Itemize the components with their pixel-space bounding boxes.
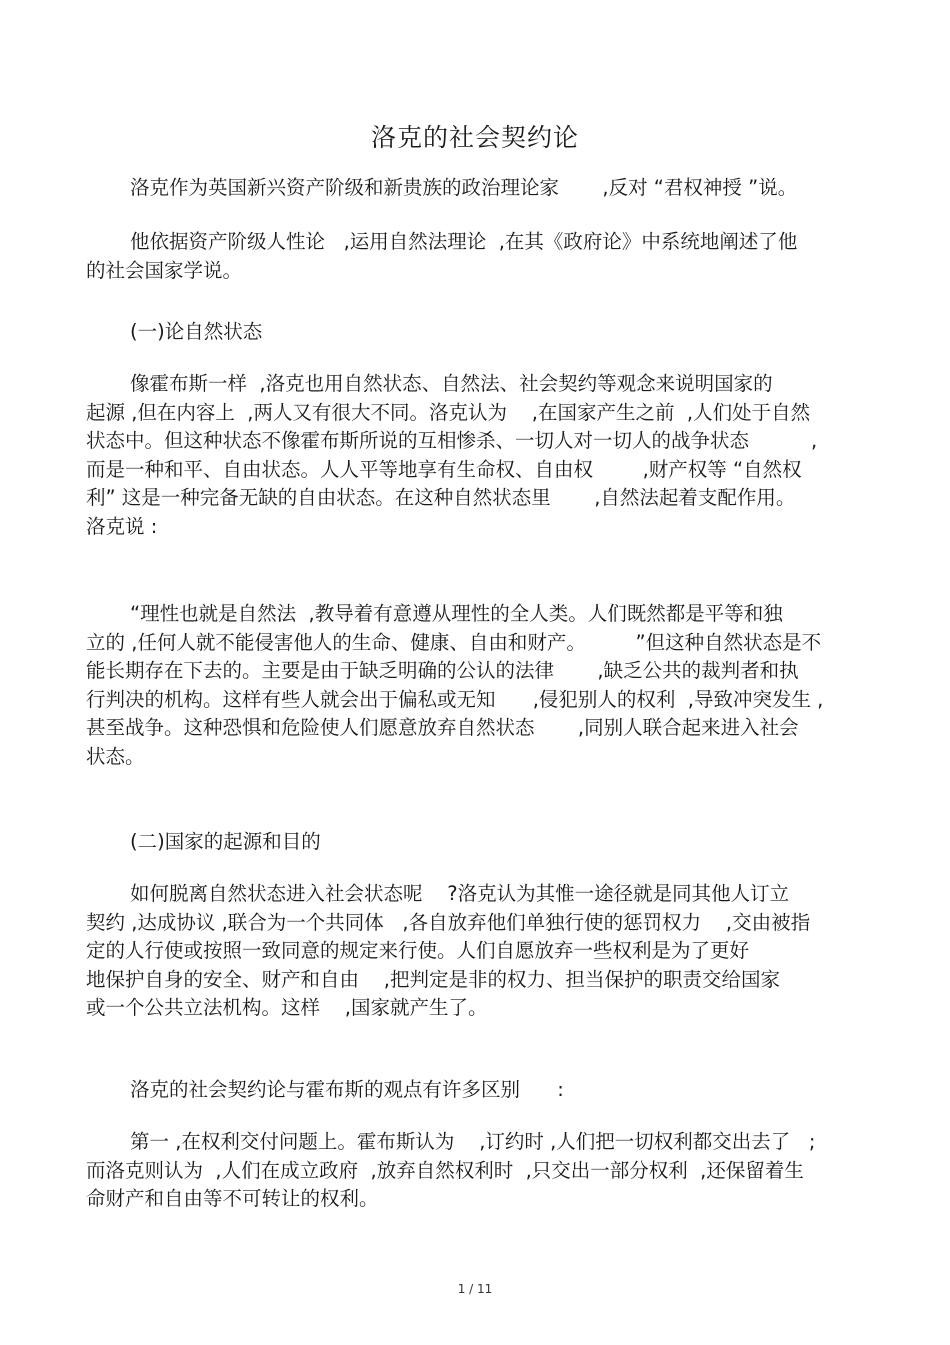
paragraph-line: 洛克的社会契约论与霍布斯的观点有许多区别 : xyxy=(130,1078,564,1101)
paragraph-line: 状态。 xyxy=(86,744,145,768)
paragraph xyxy=(86,174,866,203)
paragraph-line: 行判决的机构。这样有些人就会出于偏私或无知 ,侵犯别人的权利 ,导致冲突发生 , xyxy=(86,687,824,711)
paragraph xyxy=(86,600,866,771)
paragraph-line: 的社会国家学说。 xyxy=(86,258,243,282)
paragraph-line: 像霍布斯一样 ,洛克也用自然状态、自然法、社会契约等观念来说明国家的 xyxy=(130,372,773,395)
paragraph xyxy=(86,880,866,1023)
paragraph-line: 洛克说 : xyxy=(86,514,158,538)
paragraph-line: 定的人行使或按照一致同意的规定来行使。人们自愿放弃一些权利是为了更好 xyxy=(86,939,750,962)
paragraph-line: 甚至战争。这种恐惧和危险使人们愿意放弃自然状态 ,同别人联合起来进入社会 xyxy=(86,716,799,739)
paragraph-line: “理性也就是自然法 ,教导着有意遵从理性的全人类。人们既然都是平等和独 xyxy=(130,602,783,625)
paragraph-line: 或一个公共立法机构。这样 ,国家就产生了。 xyxy=(86,996,488,1019)
paragraph xyxy=(86,1076,866,1105)
document-title: 洛克的社会契约论 xyxy=(370,123,579,152)
paragraph xyxy=(86,1128,866,1214)
paragraph-line: 能长期存在下去的。主要是由于缺乏明确的公认的法律 ,缺乏公共的裁判者和执 xyxy=(86,659,799,682)
section-heading-text: (二)国家的起源和目的 xyxy=(130,830,321,853)
section-heading xyxy=(86,828,866,857)
paragraph-line: 命财产和自由等不可转让的权利。 xyxy=(86,1187,379,1210)
page-number: 1 / 11 xyxy=(457,1282,493,1296)
paragraph xyxy=(86,370,866,541)
paragraph-line: 而是一种和平、自由状态。人人平等地享有生命权、自由权 ,财产权等 “自然权 xyxy=(86,457,802,481)
paragraph-line: 洛克作为英国新兴资产阶级和新贵族的政治理论家 ,反对 “君权神授 ”说。 xyxy=(130,176,798,199)
section-heading xyxy=(86,318,866,347)
paragraph-line: 立的 ,任何人就不能侵害他人的生命、健康、自由和财产。 ”但这种自然状态是不 xyxy=(86,630,822,654)
paragraph-line: 契约 ,达成协议 ,联合为一个共同体 ,各自放弃他们单独行使的惩罚权力 ,交由被指 xyxy=(86,910,811,934)
paragraph-line: 地保护自身的安全、财产和自由 ,把判定是非的权力、担当保护的职责交给国家 xyxy=(86,967,780,991)
paragraph-line: 而洛克则认为 ,人们在成立政府 ,放弃自然权利时 ,只交出一部分权利 ,还保留着生 xyxy=(86,1158,804,1182)
paragraph-line: 如何脱离自然状态进入社会状态呢 ?洛克认为其惟一途径就是同其他人订立 xyxy=(130,882,790,905)
paragraph xyxy=(86,228,866,285)
paragraph-line: 第一 ,在权利交付问题上。霍布斯认为 ,订约时 ,人们把一切权利都交出去了 ; xyxy=(130,1130,816,1153)
paragraph-line: 利” 这是一种完备无缺的自由状态。在这种自然状态里 ,自然法起着支配作用。 xyxy=(86,486,796,509)
paragraph-line: 状态中。但这种状态不像霍布斯所说的互相惨杀、一切人对一切人的战争状态 , xyxy=(86,429,818,452)
section-heading-text: (一)论自然状态 xyxy=(130,320,263,343)
paragraph-line: 起源 ,但在内容上 ,两人又有很大不同。洛克认为 ,在国家产生之前 ,人们处于自然 xyxy=(86,400,811,424)
paragraph-line: 他依据资产阶级人性论 ,运用自然法理论 ,在其《政府论》中系统地阐述了他 xyxy=(130,230,798,253)
